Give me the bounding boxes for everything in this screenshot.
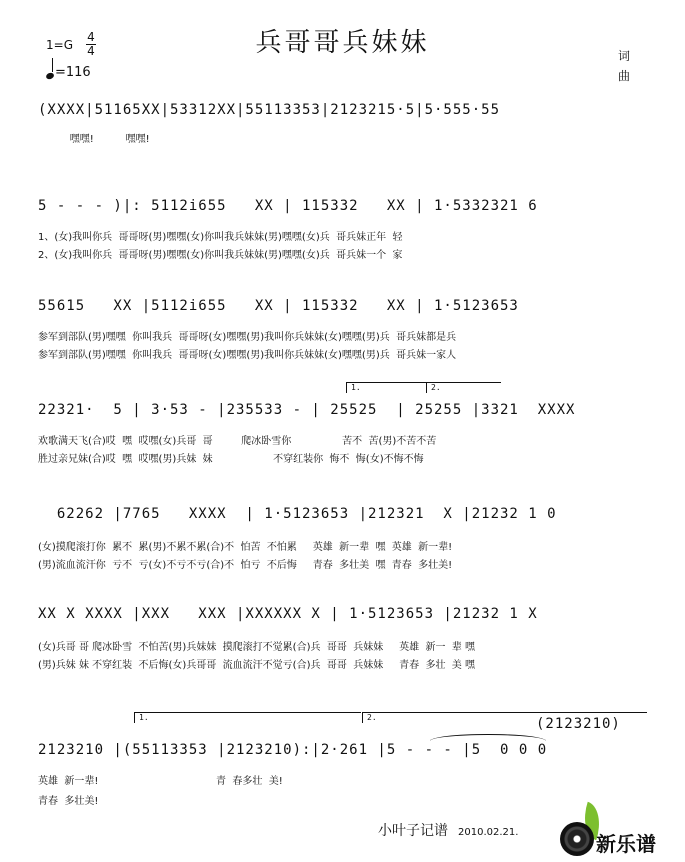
time-signature-bottom: 4 xyxy=(87,44,95,58)
tie-arc xyxy=(430,734,546,741)
credits xyxy=(618,46,630,86)
lyrics-row-2-verse-1: 1、(女)我叫你兵 哥哥呀(男)嘿嘿(女)你叫我兵妹妹(男)嘿嘿(女)兵 哥兵妹正年 轻 xyxy=(38,232,403,243)
site-logo xyxy=(560,812,680,854)
lyrics-row-4-verse-2: 胜过亲兄妹(合)哎 嘿 哎嘿(男)兵妹 妹 不穿红装你 悔不 悔(女)不悔不悔 xyxy=(38,454,424,465)
lyrics-row-6-verse-1: (女)兵哥 哥 爬冰卧雪 不怕苦(男)兵妹妹 摸爬滚打不觉累(合)兵 哥哥 兵妹妹 英雄 新一 辈 嘿 xyxy=(38,642,475,653)
lyrics-row-6-verse-2: (男)兵妹 妹 不穿红装 不后悔(女)兵哥哥 流血流汗不觉亏(合)兵 哥哥 兵妹妹 青春 多壮 美 嘿 xyxy=(38,660,475,671)
notes-row-1: (XXXX|51165XX|53312XX|55113353|2123215·5|5·555·55 xyxy=(38,102,501,118)
time-signature xyxy=(86,32,96,57)
notes-row-5: 62262 |7765 XXXX | 1·5123653 |212321 X |21232 1 0 xyxy=(38,506,557,522)
record-disc-icon xyxy=(560,822,594,856)
volta-2-row-4: 2. xyxy=(426,382,501,393)
score-row-7 xyxy=(38,712,650,812)
score-row-4 xyxy=(38,382,650,466)
notes-row-6: XX X XXXX |XXX XXX |XXXXXX X | 1·5123653 |21232 1 X xyxy=(38,606,538,622)
page-title: 兵哥哥兵妹妹 xyxy=(255,28,430,58)
lyrics-row-2-verse-2: 2、(女)我叫你兵 哥哥呀(男)嘿嘿(女)你叫我兵妹妹(男)嘿嘿(女)兵 哥兵妹一个 家 xyxy=(38,250,403,261)
volta-1-row-7: 1. xyxy=(134,712,361,723)
tempo-value: =116 xyxy=(55,65,91,80)
volta-2-row-7: 2. xyxy=(362,712,647,723)
volta-1-row-4: 1. xyxy=(346,382,429,393)
transcription-date: 2010.02.21. xyxy=(458,827,519,838)
tempo-marking xyxy=(46,62,91,80)
lyrics-row-5-verse-2: (男)流血流汗你 亏不 亏(女)不亏不亏(合)不 怕亏 不后悔 青春 多壮美 嘿 青春 多壮美! xyxy=(38,560,453,571)
score-row-5 xyxy=(38,506,650,572)
notes-row-7: 2123210 |(55113353 |2123210):|2·261 |5 - - - |5 0 0 0 xyxy=(38,742,548,758)
lyricist-label: 词 xyxy=(618,49,631,63)
logo-text: 新乐谱 xyxy=(596,832,656,856)
transcriber-signature xyxy=(378,820,518,840)
quarter-note-icon xyxy=(45,72,55,80)
lyrics-row-3-verse-2: 参军到部队(男)嘿嘿 你叫我兵 哥哥呀(女)嘿嘿(男)我叫你兵妹妹(女)嘿嘿(男)兵 哥兵妹一家人 xyxy=(38,350,457,361)
lyrics-row-4-verse-1: 欢歌满天飞(合)哎 嘿 哎嘿(女)兵哥 哥 爬冰卧雪你 苦不 苦(男)不苦不苦 xyxy=(38,436,437,447)
score-row-6 xyxy=(38,606,650,672)
score-row-2 xyxy=(38,198,650,264)
notes-row-2: 5 - - - )|: 5112i655 XX | 115332 XX | 1·5332321 6 xyxy=(38,198,538,214)
key-signature: 1=G xyxy=(46,38,73,52)
notes-row-4: 22321· 5 | 3·53 - |235533 - | 25525 | 25255 |3321 XXXX xyxy=(38,402,576,418)
lyrics-row-7-verse-1: 英雄 新一辈! 青 春多壮 美! xyxy=(38,776,283,787)
lyrics-row-5-verse-1: (女)摸爬滚打你 累不 累(男)不累不累(合)不 怕苦 不怕累 英雄 新一辈 嘿 英雄 新一辈! xyxy=(38,542,453,553)
score-row-3 xyxy=(38,298,650,364)
upper-voice-row-7: (2123210) xyxy=(536,716,621,732)
notes-row-3: 55615 XX |5112i655 XX | 115332 XX | 1·5123653 xyxy=(38,298,519,314)
time-signature-top: 4 xyxy=(87,30,95,44)
composer-label: 曲 xyxy=(618,69,631,83)
lyrics-row-7-verse-2: 青春 多壮美! xyxy=(38,796,99,807)
note-stem-icon xyxy=(52,58,53,72)
lyrics-row-3-verse-1: 参军到部队(男)嘿嘿 你叫我兵 哥哥呀(女)嘿嘿(男)我叫你兵妹妹(女)嘿嘿(男)兵 哥兵妹都是兵 xyxy=(38,332,457,343)
transcriber-name: 小叶子记谱 xyxy=(378,823,448,839)
score-row-1 xyxy=(38,102,650,152)
lyrics-row-1-verse-1: 嘿嘿! 嘿嘿! xyxy=(38,134,150,145)
